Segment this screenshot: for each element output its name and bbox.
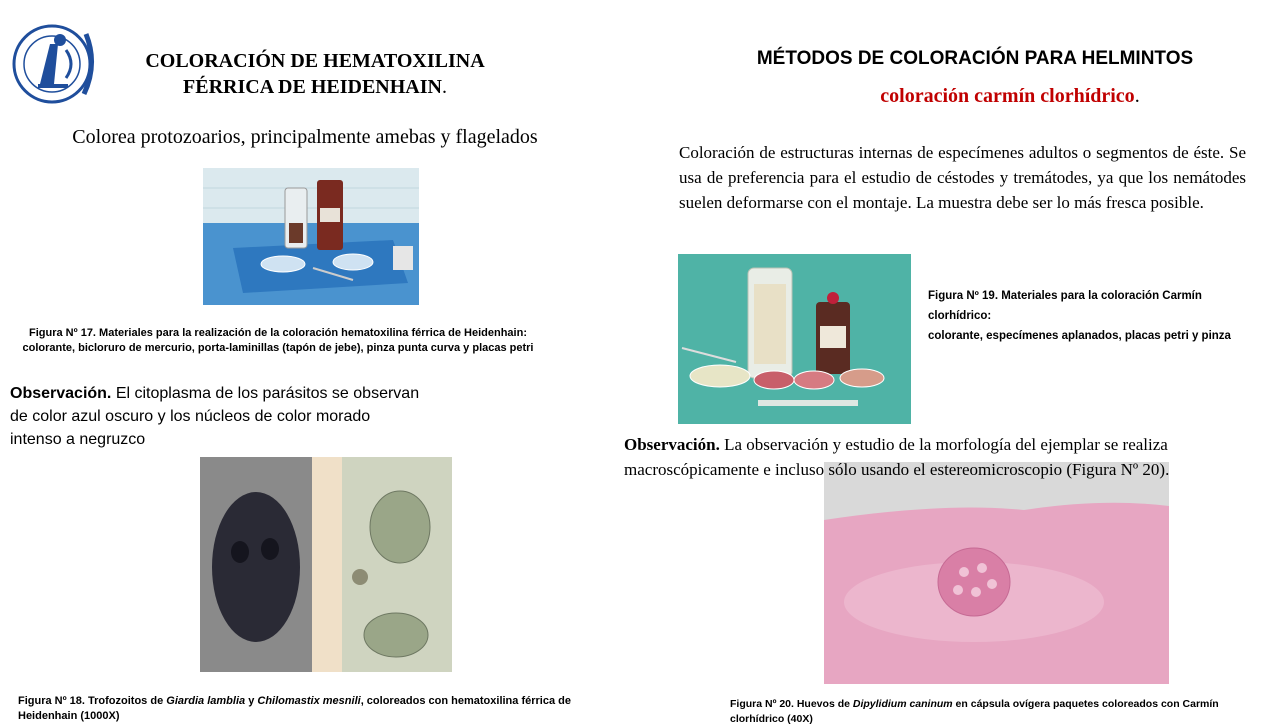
trophozoite-micrographs-image [200, 457, 452, 672]
figure-18-caption-suffix: , coloreados con hematoxilina férrica de Heidenhain (1000X) [18, 695, 571, 722]
right-observation-label: Observación. [624, 435, 720, 454]
right-observation-text: La observación y estudio de la morfología del ejemplar se realiza macroscópicamente e incluso sólo usando el estereomicroscopio (Figura Nº 20). [624, 435, 1170, 479]
dipylidium-eggs-image [824, 462, 1169, 684]
figure-20-species-dipylidium: Dipylidium caninum [852, 698, 953, 710]
figure-18-caption-and: y [245, 695, 258, 707]
figure-18-caption-prefix: Figura Nº 18. Trofozoitos de [18, 695, 167, 707]
left-observation-label: Observación. [10, 385, 112, 402]
figure-19-caption [928, 286, 1268, 346]
figure-20-caption-suffix: en cápsula ovígera paquetes coloreados con Carmín clorhídrico (40X) [730, 698, 1219, 725]
left-subtitle: Colorea protozoarios, principalmente amebas y flagelados [72, 126, 538, 148]
figure-20-caption-prefix: Figura Nº 20. Huevos de [730, 698, 853, 710]
figure-18-species-giardia: Giardia lamblia [166, 695, 246, 707]
left-title-end: . [441, 76, 447, 98]
figure-17-caption: Figura Nº 17. Materiales para la realización de la coloración hematoxilina férrica de Heidenhain: colorante, bicloruro de mercurio, porta-laminillas (tapón de jebe), pinza punta curva y placas petri [22, 327, 534, 354]
left-title [100, 48, 530, 100]
right-observation [624, 432, 1234, 482]
right-subtitle [760, 85, 1260, 108]
left-observation-text: El citoplasma de los parásitos se observan de color azul oscuro y los núcleos de color morado intenso a negruzco [10, 385, 420, 448]
institution-logo [10, 14, 98, 114]
right-title: MÉTODOS DE COLORACIÓN PARA HELMINTOS [756, 48, 1194, 69]
ministry-seal-icon [10, 14, 98, 114]
figure-18-micrographs [200, 457, 452, 672]
figure-19-photo [678, 254, 911, 424]
left-observation [10, 382, 420, 451]
left-title-line2: FÉRRICA DE HEIDENHAIN [183, 76, 442, 98]
right-paragraph: Coloración de estructuras internas de especímenes adultos o segmentos de éste. Se usa de preferencia para el estudio de céstodes y tremátodes, ya que los nemátodes suelen deformarse con el montaje. La muestra debe ser lo más fresca posible. [679, 143, 1246, 212]
right-subtitle-end: . [1134, 85, 1140, 107]
left-title-line1: COLORACIÓN DE HEMATOXILINA [145, 50, 485, 72]
figure-20-caption [730, 697, 1270, 727]
right-subtitle-text: coloración carmín clorhídrico [880, 85, 1135, 107]
carmine-materials-image [678, 254, 911, 424]
figure-18-species-chilomastix: Chilomastix mesnili [257, 695, 361, 707]
figure-19-caption-line1: Figura Nº 19. Materiales para la coloración Carmín clorhídrico: [928, 290, 1202, 322]
figure-19-caption-line2: colorante, especímenes aplanados, placas petri y pinza [928, 330, 1231, 342]
figure-17-photo [203, 168, 419, 305]
lab-materials-image [203, 168, 419, 305]
figure-20-photo [824, 462, 1169, 684]
